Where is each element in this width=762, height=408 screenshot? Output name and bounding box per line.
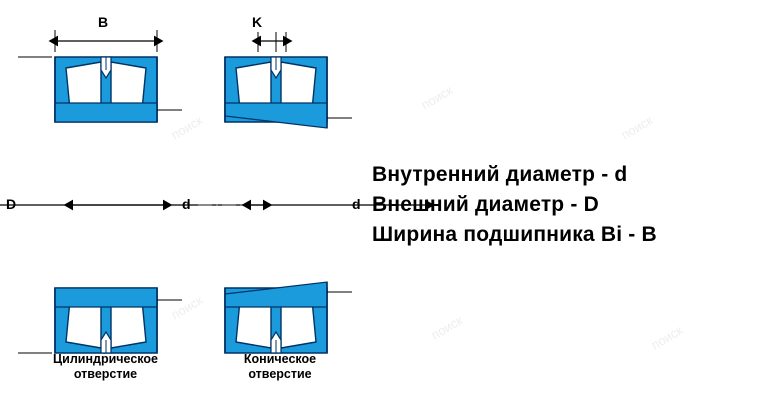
caption-cylindrical-line1: Цилиндрическое xyxy=(53,352,158,366)
caption-tapered-line1: Коническое xyxy=(243,352,317,366)
dim-label-d-inner-right: d xyxy=(352,196,361,212)
bearing-cylindrical xyxy=(0,30,263,353)
watermark: поиск xyxy=(648,322,686,353)
caption-cylindrical-line2: отверстие xyxy=(73,367,138,381)
caption-tapered xyxy=(205,352,355,382)
legend-line-outer-diameter: Внешний диаметр - D xyxy=(372,193,599,216)
inner-ring-tapered-top xyxy=(225,103,327,128)
watermark: поиск xyxy=(168,112,206,143)
dim-label-k: K xyxy=(252,14,263,30)
inner-ring-tapered-bottom xyxy=(225,282,327,307)
watermark: поиск xyxy=(618,112,656,143)
watermark: поиск xyxy=(428,312,466,343)
legend-line-bearing-width: Ширина подшипника Bi - B xyxy=(372,223,657,246)
legend-line-inner-diameter: Внутренний диаметр - d xyxy=(372,163,628,186)
inner-ring-bottom xyxy=(55,288,157,307)
caption-cylindrical xyxy=(18,352,193,382)
watermark: поиск xyxy=(418,82,456,113)
inner-ring-top xyxy=(55,103,157,122)
legend-block xyxy=(372,160,762,250)
dim-label-d-inner-left: d xyxy=(182,196,191,212)
dim-label-d-outer: D xyxy=(6,196,17,212)
watermark: поиск xyxy=(168,292,206,323)
caption-tapered-line2: отверстие xyxy=(248,367,312,381)
dim-label-b: B xyxy=(98,14,109,30)
